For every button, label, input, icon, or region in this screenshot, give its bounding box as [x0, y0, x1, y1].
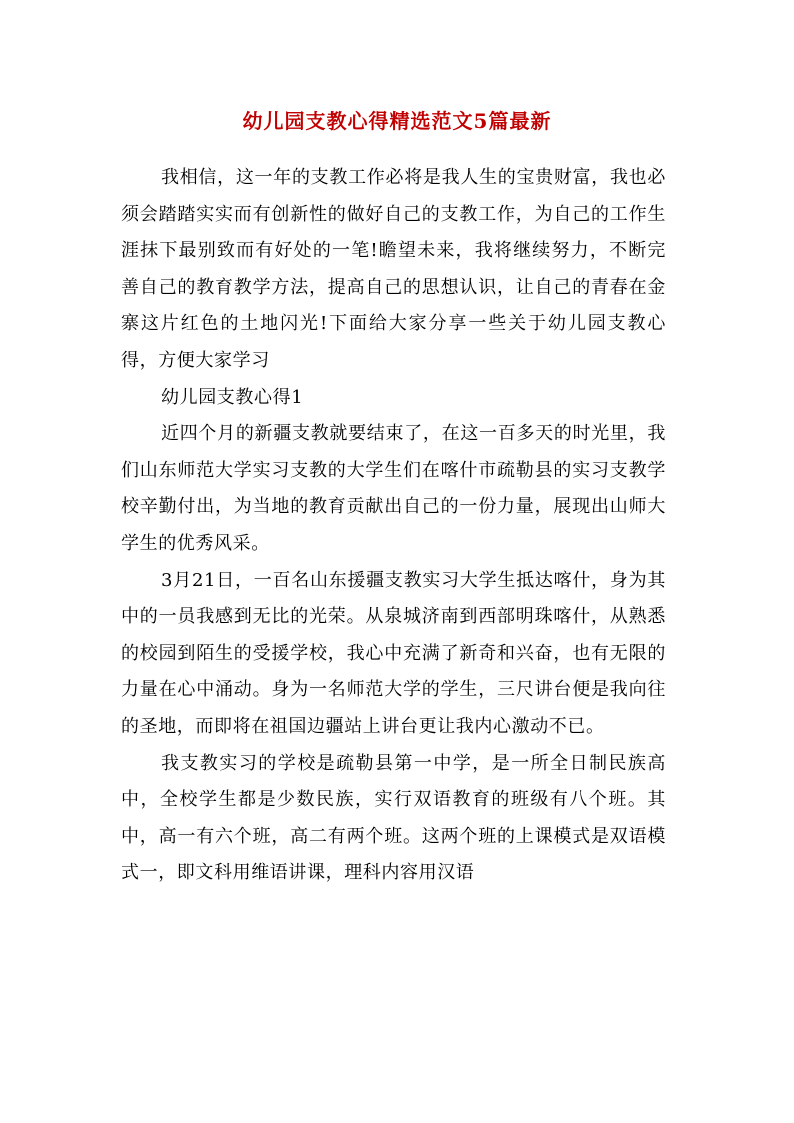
document-title: 幼儿园支教心得精选范文5篇最新 [242, 109, 552, 133]
intro-paragraph: 我相信，这一年的支教工作必将是我人生的宝贵财富，我也必须会踏踏实实而有创新性的做好自己的支教工作，为自己的工作生涯抹下最别致而有好处的一笔!瞻望未来，我将继续努力，不断完善自己的教育教学方法，提高自己的思想认识，让自己的青春在金寨这片红色的土地闪光!下面给大家分享一些关于幼儿园支教心得，方便大家学习 [121, 167, 666, 371]
section-heading: 幼儿园支教心得1 [161, 386, 304, 408]
body-paragraph: 3月21日，一百名山东援疆支教实习大学生抵达喀什，身为其中的一员我感到无比的光荣。从泉城济南到西部明珠喀什，从熟悉的校园到陌生的受援学校，我心中充满了新奇和兴奋，也有无限的力量在心中涌动。身为一名师范大学的学生，三尺讲台便是我向往的圣地，而即将在祖国边疆站上讲台更让我内心激动不已。 [121, 569, 666, 737]
body-paragraph: 近四个月的新疆支教就要结束了，在这一百多天的时光里，我们山东师范大学实习支教的大学生们在喀什市疏勒县的实习支教学校辛勤付出，为当地的教育贡献出自己的一份力量，展现出山师大学生的优秀风采。 [121, 423, 666, 554]
body-paragraph: 我支教实习的学校是疏勒县第一中学，是一所全日制民族高中，全校学生都是少数民族，实行双语教育的班级有八个班。其中，高一有六个班，高二有两个班。这两个班的上课模式是双语模式一，即文科用维语讲课，理科内容用汉语 [121, 752, 666, 884]
document-body [121, 160, 666, 892]
